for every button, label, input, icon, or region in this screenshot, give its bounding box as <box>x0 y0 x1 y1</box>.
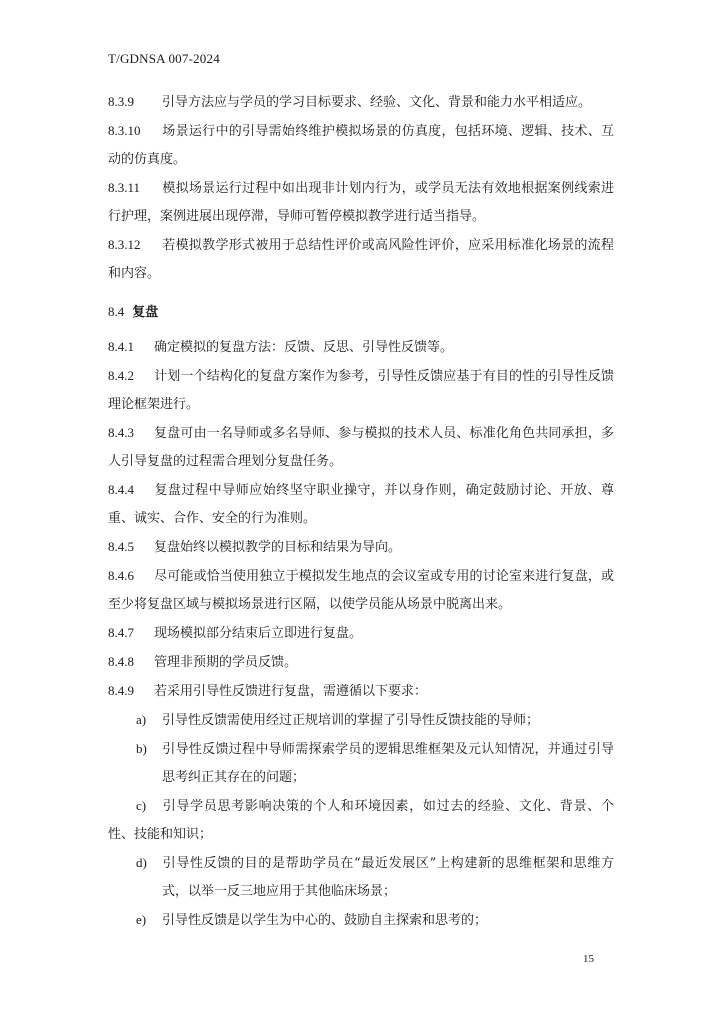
section-number: 8.4 <box>108 304 125 319</box>
list-text: 引导性反馈的目的是帮助学员在“最近发展区”上构建新的思维框架和思维方式，以举一反三地应用于其他临床场景； <box>162 856 614 899</box>
clause-text: 计划一个结构化的复盘方案作为参考，引导性反馈应基于有目的性的引导性反馈理论框架进行。 <box>108 369 614 412</box>
list-letter: a) <box>136 712 147 727</box>
clause-text: 尽可能或恰当使用独立于模拟发生地点的会议室或专用的讨论室来进行复盘，或至少将复盘区域与模拟场景进行区隔，以使学员能从场景中脱离出来。 <box>108 569 614 612</box>
clause-text: 场景运行中的引导需始终维护模拟场景的仿真度，包括环境、逻辑、技术、互动的仿真度。 <box>108 124 614 167</box>
clause-text: 若采用引导性反馈进行复盘，需遵循以下要求： <box>154 684 428 699</box>
clause-number: 8.4.3 <box>108 425 134 440</box>
clause-text: 确定模拟的复盘方法：反馈、反思、引导性反馈等。 <box>154 340 454 355</box>
clause-text: 现场模拟部分结束后立即进行复盘。 <box>154 626 363 641</box>
section-title: 复盘 <box>132 305 159 320</box>
section-heading <box>108 298 614 327</box>
page-number: 15 <box>583 953 594 965</box>
clause-text: 管理非预期的学员反馈。 <box>154 655 298 670</box>
clause-number: 8.4.2 <box>108 368 134 383</box>
clause-8-4-6 <box>108 562 614 619</box>
clause-8-4-9 <box>108 677 614 706</box>
clause-text: 引导方法应与学员的学习目标要求、经验、文化、背景和能力水平相适应。 <box>162 95 592 110</box>
list-text: 引导学员思考影响决策的个人和环境因素，如过去的经验、文化、背景、个性、技能和知识； <box>108 799 614 842</box>
clause-8-3-12 <box>108 231 614 288</box>
clause-number: 8.4.7 <box>108 625 134 640</box>
clause-8-4-8 <box>108 648 614 677</box>
clause-number: 8.4.4 <box>108 482 134 497</box>
clause-8-4-7 <box>108 619 614 648</box>
clause-text: 复盘过程中导师应始终坚守职业操守，并以身作则，确定鼓励讨论、开放、尊重、诚实、合作、安全的行为准则。 <box>108 483 614 526</box>
clause-number: 8.3.9 <box>108 94 134 109</box>
clause-8-3-10 <box>108 117 614 174</box>
list-letter: d) <box>136 855 147 870</box>
list-letter: e) <box>136 912 147 927</box>
list-text: 引导性反馈需使用经过正规培训的掌握了引导性反馈技能的导师； <box>162 713 540 728</box>
list-text: 引导性反馈是以学生为中心的、鼓励自主探索和思考的； <box>162 913 488 928</box>
clause-8-3-9 <box>108 88 614 117</box>
clause-number: 8.3.11 <box>108 180 141 195</box>
document-id-header: T/GDNSA 007-2024 <box>108 51 220 66</box>
list-item-d <box>108 849 614 906</box>
list-letter: c) <box>136 798 147 813</box>
clause-8-4-3 <box>108 419 614 476</box>
clause-number: 8.4.1 <box>108 339 134 354</box>
list-text: 引导性反馈过程中导师需探索学员的逻辑思维框架及元认知情况，并通过引导思考纠正其存在的问题； <box>162 742 614 785</box>
clause-8-4-4 <box>108 476 614 533</box>
clause-number: 8.4.9 <box>108 683 134 698</box>
clause-number: 8.3.10 <box>108 123 141 138</box>
clause-text: 复盘始终以模拟教学的目标和结果为导向。 <box>154 540 402 555</box>
document-body <box>108 88 614 935</box>
list-item-a <box>108 706 614 735</box>
clause-8-4-2 <box>108 362 614 419</box>
list-item-c <box>108 792 614 849</box>
list-letter: b) <box>136 741 147 756</box>
clause-8-3-11 <box>108 174 614 231</box>
clause-8-4-1 <box>108 333 614 362</box>
clause-number: 8.4.6 <box>108 568 134 583</box>
clause-number: 8.3.12 <box>108 237 141 252</box>
clause-8-4-5 <box>108 533 614 562</box>
list-item-b <box>108 735 614 792</box>
list-item-e <box>108 906 614 935</box>
clause-text: 若模拟教学形式被用于总结性评价或高风险性评价，应采用标准化场景的流程和内容。 <box>108 238 614 281</box>
clause-number: 8.4.5 <box>108 539 134 554</box>
clause-text: 复盘可由一名导师或多名导师、参与模拟的技术人员、标准化角色共同承担，多人引导复盘的过程需合理划分复盘任务。 <box>108 426 614 469</box>
clause-number: 8.4.8 <box>108 654 134 669</box>
clause-text: 模拟场景运行过程中如出现非计划内行为，或学员无法有效地根据案例线索进行护理，案例进展出现停滞，导师可暂停模拟教学进行适当指导。 <box>108 181 614 224</box>
